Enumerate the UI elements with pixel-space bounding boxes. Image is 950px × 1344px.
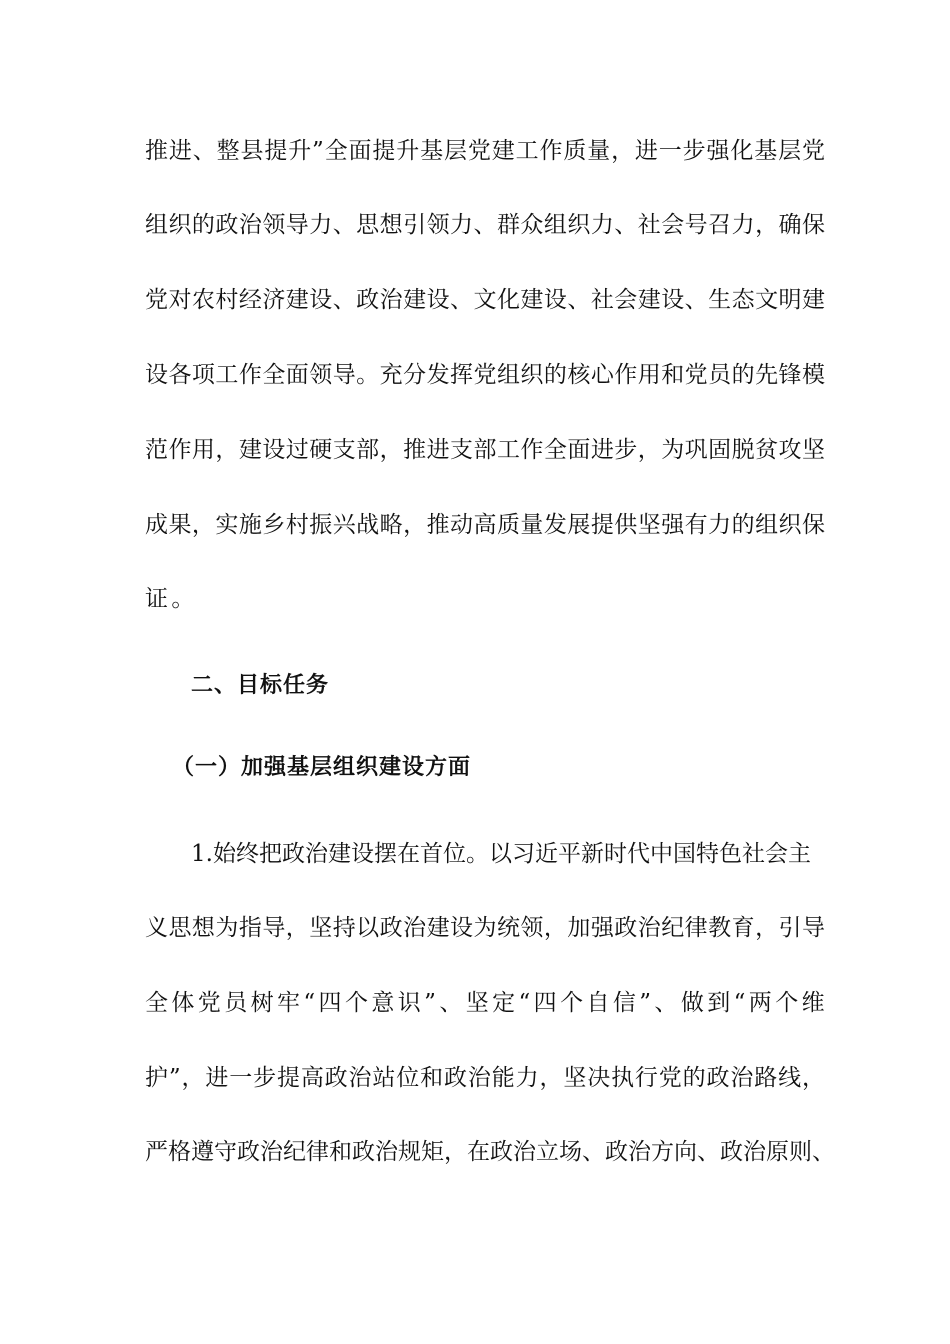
item-line: 严格遵守政治纪律和政治规矩，在政治立场、政治方向、政治原则、	[145, 1139, 835, 1165]
paragraph-line: 党对农村经济建设、政治建设、文化建设、社会建设、生态文明建	[145, 287, 825, 313]
item-line: 1.始终把政治建设摆在首位。以习近平新时代中国特色社会主	[191, 841, 811, 867]
paragraph-line: 成果，实施乡村振兴战略，推动高质量发展提供坚强有力的组织保	[145, 512, 825, 538]
item-line: 护”，进一步提高政治站位和政治能力，坚决执行党的政治路线，	[145, 1065, 825, 1091]
subsection-heading: （一）加强基层组织建设方面	[172, 755, 472, 780]
item-line: 全体党员树牢“四个意识”、坚定“四个自信”、做到“两个维	[145, 990, 828, 1016]
section-heading: 二、目标任务	[191, 673, 330, 698]
paragraph-line: 范作用，建设过硬支部，推进支部工作全面进步，为巩固脱贫攻坚	[145, 437, 825, 463]
paragraph-line: 证。	[145, 586, 198, 612]
paragraph-line: 推进、整县提升”全面提升基层党建工作质量，进一步强化基层党	[145, 138, 825, 164]
item-line: 义思想为指导，坚持以政治建设为统领，加强政治纪律教育，引导	[145, 915, 825, 941]
paragraph-line: 设各项工作全面领导。充分发挥党组织的核心作用和党员的先锋模	[145, 362, 825, 388]
paragraph-line: 组织的政治领导力、思想引领力、群众组织力、社会号召力，确保	[145, 212, 825, 238]
